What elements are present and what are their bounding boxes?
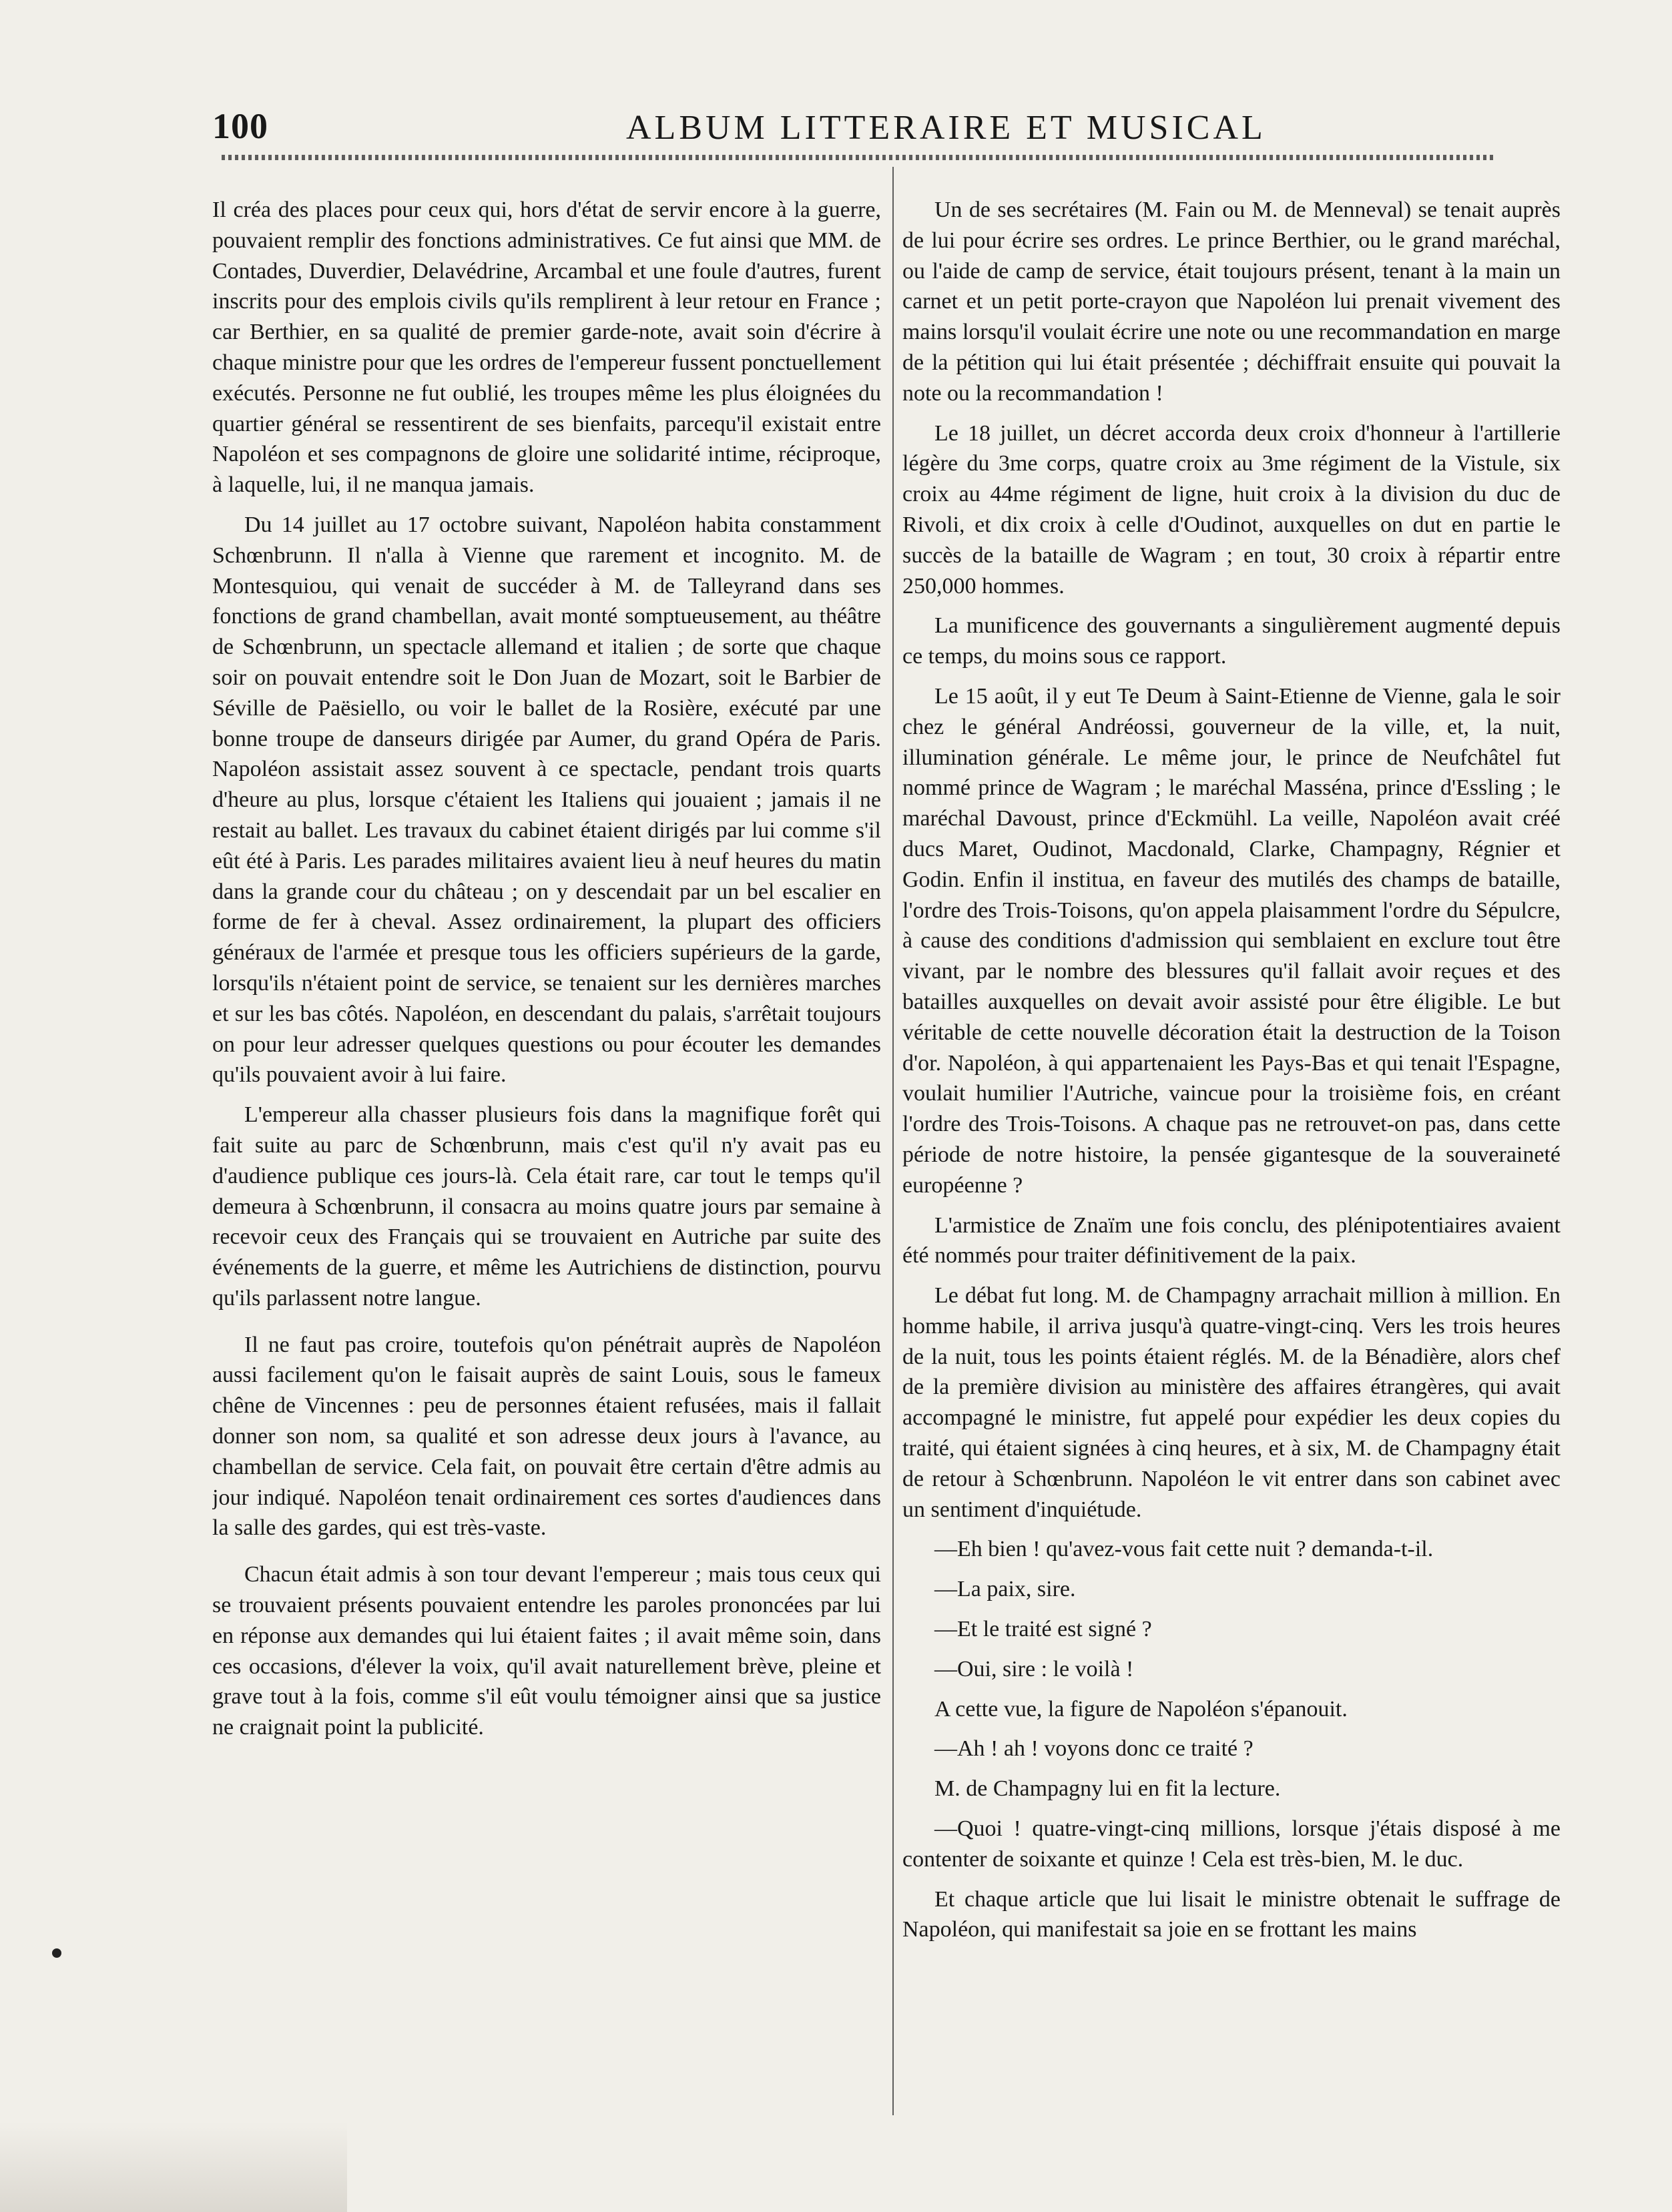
running-title: ALBUM LITTERAIRE ET MUSICAL	[626, 109, 1266, 147]
paragraph: L'empereur alla chasser plusieurs fois dans la magnifique forêt qui fait suite au parc de Schœnbrunn, mais c'est qu'il n'y avait pas eu d'audience publique ces jours-là. Cela était rare, car tout le temps qu'il demeura à Schœnbrunn, il consacra au moins quatre jours par semaine à recevoir ceux des Français qui se trouvaient en Autriche par suite des événements de la guerre, et même les Autrichiens de distinction, pourvu qu'ils parlassent notre langue.	[212, 1102, 881, 1311]
right-column	[902, 195, 1561, 2183]
dialogue-line: —Eh bien ! qu'avez-vous fait cette nuit ? demanda-t-il.	[934, 1537, 1434, 1562]
paragraph: Un de ses secrétaires (M. Fain ou M. de Menneval) se tenait auprès de lui pour écrire ses ordres. Le prince Berthier, ou le grand maréchal, ou l'aide de camp de service, était toujours présent, tenant à la main un carnet et un petit porte-crayon que Napoléon lui prenait vivement des mains lorsqu'il voulait écrire une note ou une recommandation en marge de la pétition qui lui était présentée ; déchiffrait ensuite qui pouvait la note ou la recommandation !	[902, 198, 1561, 406]
dialogue-line: —Et le traité est signé ?	[934, 1617, 1152, 1642]
header-rule	[222, 155, 1496, 160]
running-header	[212, 100, 1487, 160]
paragraph: A cette vue, la figure de Napoléon s'épanouit.	[934, 1696, 1348, 1722]
dialogue-line: —La paix, sire.	[934, 1577, 1076, 1602]
page-stain	[0, 2122, 347, 2212]
column-divider	[892, 167, 894, 2115]
paragraph: Le débat fut long. M. de Champagny arrachait million à million. En homme habile, il arriva jusqu'à quatre-vingt-cinq. Vers les trois heures de la nuit, tous les points étaient réglés. M. de la Bénadière, alors chef de la première division au ministère des affaires étrangères, qui avait accompagné le ministre, fut appelé pour expédier les deux copies du traité, qui étaient signées à cinq heures, et à six, M. de Champagny était de retour à Schœnbrunn. Napoléon le vit entrer dans son cabinet avec un sentiment d'inquiétude.	[902, 1283, 1561, 1522]
left-column	[212, 195, 881, 2183]
page-number: 100	[212, 106, 268, 146]
dialogue-line: —Ah ! ah ! voyons donc ce traité ?	[934, 1736, 1253, 1762]
dialogue-line: —Quoi ! quatre-vingt-cinq millions, lorsque j'étais disposé à me contenter de soixante et quinze ! Cela est très-bien, M. le duc.	[902, 1816, 1561, 1872]
paragraph: Chacun était admis à son tour devant l'empereur ; mais tous ceux qui se trouvaient présents pouvaient entendre les paroles prononcées par lui en réponse aux demandes qui lui étaient faites ; il avait même soin, dans ces occasions, d'élever la voix, qu'il avait naturellement brève, pleine et grave tout à la fois, comme s'il eût voulu témoigner ainsi que sa justice ne craignait point la publicité.	[212, 1562, 881, 1740]
paragraph: Du 14 juillet au 17 octobre suivant, Napoléon habita constamment Schœnbrunn. Il n'alla à Vienne que rarement et incognito. M. de Montesquiou, qui venait de succéder à M. de Talleyrand dans ses fonctions de grand chambellan, avait monté somptueusement, au théâtre de Schœnbrunn, un spectacle allemand et italien ; de sorte que chaque soir on pouvait entendre soit le Don Juan de Mozart, soit le Barbier de Séville de Paësiello, ou voir le ballet de la Rosière, exécuté par une bonne troupe de danseurs dirigée par Aumer, du grand Opéra de Paris. Napoléon assistait assez souvent à ce spectacle, pendant trois quarts d'heure au plus, lorsque c'étaient les Italiens qui jouaient ; jamais il ne restait au ballet. Les travaux du cabinet étaient dirigés par lui comme s'il eût été à Paris. Les parades militaires avaient lieu à neuf heures du matin dans la grande cour du château ; on y descendait par un bel escalier en forme de fer à cheval. Assez ordinairement, la plupart des officiers généraux de l'armée et presque tous les officiers supérieurs de la garde, lorsqu'ils n'étaient point de service, se tenaient sur les dernières marches et sur les bas côtés. Napoléon, en descendant du palais, s'arrêtait toujours on pour leur adresser quelques questions ou pour écouter les demandes qu'ils pouvaient avoir à lui faire.	[212, 512, 881, 1088]
paragraph: L'armistice de Znaïm une fois conclu, des plénipotentiaires avaient été nommés pour traiter définitivement de la paix.	[902, 1212, 1561, 1268]
paragraph: Le 18 juillet, un décret accorda deux croix d'honneur à l'artillerie légère du 3me corps, quatre croix au 3me régiment de la Vistule, six croix au 44me régiment de ligne, huit croix à la division du duc de Rivoli, et dix croix à celle d'Oudinot, auxquelles on dut en partie le succès de la bataille de Wagram ; en tout, 30 croix à répartir entre 250,000 hommes.	[902, 420, 1561, 599]
paragraph: Et chaque article que lui lisait le ministre obtenait le suffrage de Napoléon, qui manifestait sa joie en se frottant les mains	[902, 1886, 1561, 1942]
ink-mark	[52, 1948, 61, 1958]
paragraph: M. de Champagny lui en fit la lecture.	[934, 1776, 1281, 1802]
paragraph: Il ne faut pas croire, toutefois qu'on pénétrait auprès de Napoléon aussi facilement qu'on le faisait auprès de saint Louis, sous le fameux chêne de Vincennes : peu de personnes étaient refusées, mais il fallait donner son nom, sa qualité et son adresse deux jours à l'avance, au chambellan de service. Cela fait, on pouvait être certain d'être admis au jour indiqué. Napoléon tenait ordinairement ces sortes d'audiences dans la salle des gardes, qui est très-vaste.	[212, 1332, 881, 1541]
paragraph: Il créa des places pour ceux qui, hors d'état de servir encore à la guerre, pouvaient remplir des fonctions administratives. Ce fut ainsi que MM. de Contades, Duverdier, Delavédrine, Arcambal et une foule d'autres, furent inscrits pour des emplois civils qu'ils remplirent à leur retour en France ; car Berthier, en sa qualité de premier garde-note, avait soin d'écrire à chaque ministre pour que les ordres de l'empereur fussent ponctuellement exécutés. Personne ne fut oublié, les troupes même les plus éloignées du quartier général se ressentirent de ses bienfaits, parcequ'il existait entre Napoléon et ses compagnons de gloire une solidarité intime, réciproque, à laquelle, lui, il ne manqua jamais.	[212, 198, 881, 498]
dialogue-line: —Oui, sire : le voilà !	[934, 1656, 1134, 1682]
paragraph: Le 15 août, il y eut Te Deum à Saint-Etienne de Vienne, gala le soir chez le général Andréossi, gouverneur de la ville, et, la nuit, illumination générale. Le même jour, le prince de Neufchâtel fut nommé prince de Wagram ; le maréchal Masséna, prince d'Essling ; le maréchal Davoust, prince d'Eckmühl. La veille, Napoléon avait créé ducs Maret, Oudinot, Macdonald, Clarke, Champagny, Régnier et Godin. Enfin il institua, en faveur des mutilés des champs de bataille, l'ordre des Trois-Toisons, qu'on appela plaisamment l'ordre du Sépulcre, à cause des conditions d'admission qui semblaient en exclure tout être vivant, par le nombre des blessures qu'il fallait avoir reçues et des batailles auxquelles on devait avoir assisté pour être éligible. Le but véritable de cette nouvelle décoration était la destruction de la Toison d'or. Napoléon, à qui appartenaient les Pays-Bas et qui tenait l'Espagne, voulait humilier l'Autriche, vaincue pour la troisième fois, en créant l'ordre des Trois-Toisons. A chaque pas ne retrouvet-on pas, dans cette période de notre histoire, la pensée gigantesque de la souveraineté européenne ?	[902, 683, 1561, 1198]
paragraph: La munificence des gouvernants a singulièrement augmenté depuis ce temps, du moins sous ce rapport.	[902, 613, 1561, 669]
